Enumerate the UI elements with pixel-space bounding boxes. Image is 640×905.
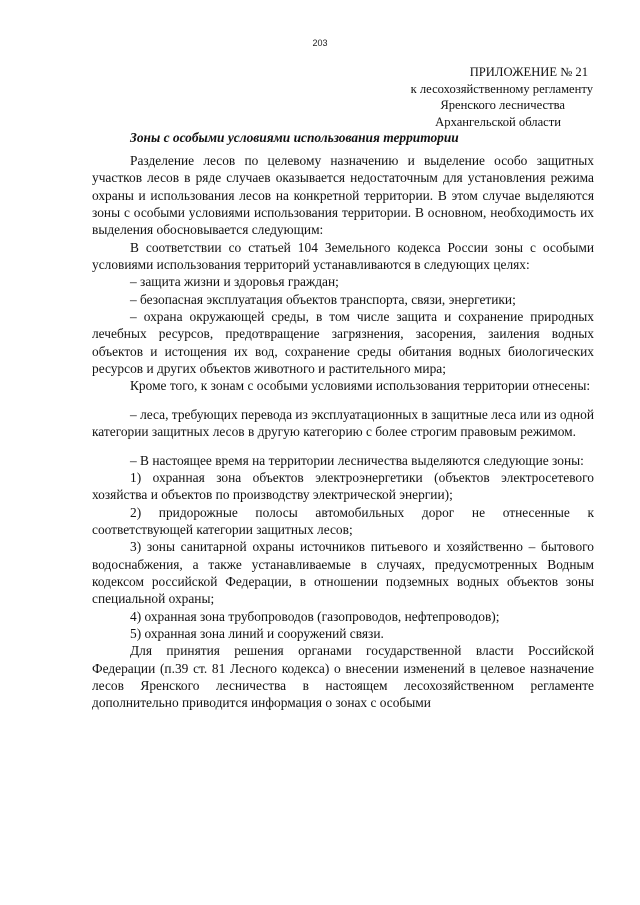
paragraph-land-code: В соответствии со статьей 104 Земельного кодекса России зоны с особыми условиями использования территорий устанавливаются в следующих целях: — [92, 239, 594, 273]
list-item: – безопасная эксплуатация объектов транспорта, связи, энергетики; — [130, 291, 516, 307]
paragraph-additionally: Кроме того, к зонам с особыми условиями использования территории отнесены: — [130, 378, 591, 394]
section-heading: Зоны с особыми условиями использования территории — [130, 130, 459, 145]
list-item: 2) придорожные полосы автомобильных дорог не отнесенные к соответствующей категории защитных лесов; — [92, 504, 594, 537]
appendix-line-region: Архангельской области — [435, 114, 561, 129]
page-number: 203 — [312, 38, 328, 48]
list-item: – охрана окружающей среды, в том числе защита и сохранение природных лечебных ресурсов, предотвращение загрязнения, засорения, заиления водных объектов и истощения их вод, сохранение среды обитания водных биологических ресурсов и других объектов животного и растительного мира; — [92, 309, 594, 377]
paragraph-forest-transfer: – леса, требующих перевода из эксплуатационных в защитные леса или из одной категории защитных лесов в другую категорию с более строгим правовым режимом. — [92, 406, 594, 440]
paragraph-decision: Для принятия решения органами государственной власти Российской Федерации (п.39 ст. 81 Лесного кодекса) о внесении изменений в целевое назначение лесов Яренского лесничества в настоящем лесохозяйственном регламенте дополнительно приводится информация о зонах с особыми — [92, 643, 594, 711]
appendix-header — [411, 64, 593, 130]
list-item: 5) охранная зона линий и сооружений связи. — [130, 625, 384, 641]
list-item: 1) охранная зона объектов электроэнергетики (объектов электросетевого хозяйства и объектов по производству электрической энергии); — [92, 469, 594, 503]
list-item: 4) охранная зона трубопроводов (газопроводов, нефтепроводов); — [130, 608, 500, 624]
appendix-line-regulation: к лесохозяйственному регламенту — [410, 81, 593, 96]
list-item: – защита жизни и здоровья граждан; — [130, 274, 339, 290]
appendix-title: ПРИЛОЖЕНИЕ № 21 — [469, 65, 588, 79]
document-body — [92, 152, 594, 712]
paragraph-intro: Разделение лесов по целевому назначению и выделение особо защитных участков лесов в ряде случаев оказывается недостаточным для установления режима охраны и использования лесов на конкретной территории. В этом случае выделяются зоны с особыми условиями использования территории. В основном, необходимость их выделения обосновывается следующим: — [92, 153, 594, 238]
list-item: 3) зоны санитарной охраны источников питьевого и хозяйственно – бытового водоснабжения, а также устанавливаемые в случаях, предусмотренных Водным кодексом российской Федерации, в отношении подземных водных объектов зоны специальной охраны; — [92, 539, 594, 607]
appendix-line-forestry: Яренского лесничества — [440, 98, 565, 112]
paragraph-current-zones: – В настоящее время на территории лесничества выделяются следующие зоны: — [130, 452, 584, 468]
